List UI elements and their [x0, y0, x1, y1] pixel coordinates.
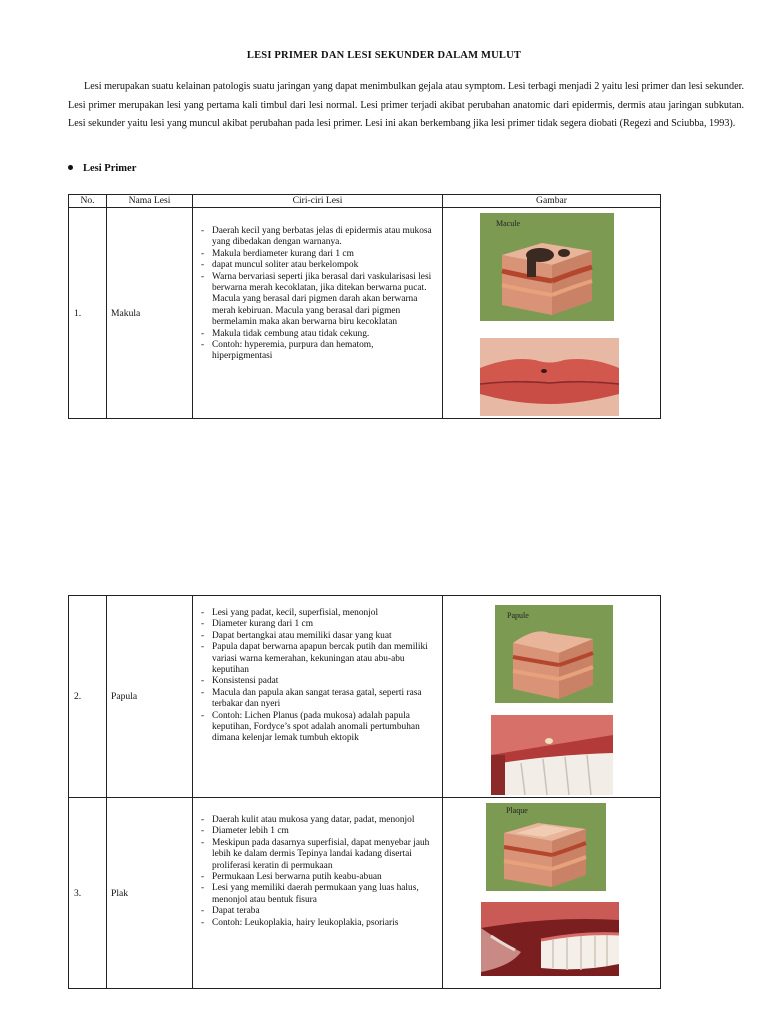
lesion-images	[443, 798, 661, 989]
table-row	[69, 798, 661, 989]
diagram-label: Macule	[496, 219, 520, 228]
feature-item: - dapat muncul soliter atau berkelompok	[199, 260, 436, 271]
feature-item: - Diameter kurang dari 1 cm	[199, 619, 436, 630]
section-title: Lesi Primer	[83, 163, 137, 174]
papule-mouth-photo	[491, 715, 613, 795]
feature-item: - Daerah kulit atau mukosa yang datar, padat, menonjol	[199, 815, 436, 826]
table-header-row	[69, 195, 661, 208]
lesion-name: Plak	[107, 798, 193, 989]
lesion-images	[443, 208, 661, 419]
feature-item: - Warna bervariasi seperti jika berasal dari vaskularisasi lesi berwarna merah kecoklatan, jika ditekan berwarna pucat. Macula yang berasal dari pigmen darah akan berwarna merah kebiruan. Macula yang berasal dari pigmen bermelamin maka akan berwarna biru kecoklatan	[199, 272, 436, 329]
lesion-features	[193, 208, 443, 419]
feature-item: - Meskipun pada dasarnya superfisial, dapat menyebar jauh lebih ke dalam dermis Tepinya landai kadang disertai proliferasi keratin di permukaan	[199, 838, 436, 872]
feature-item: - Konsistensi padat	[199, 676, 436, 687]
header-no: No.	[69, 195, 107, 208]
lesion-name: Papula	[107, 596, 193, 798]
header-nama: Nama Lesi	[107, 195, 193, 208]
feature-item: - Makula berdiameter kurang dari 1 cm	[199, 249, 436, 260]
intro-paragraph: Lesi merupakan suatu kelainan patologis suatu jaringan yang dapat menimbulkan gejala atau symptom. Lesi terbagi menjadi 2 yaitu lesi primer dan lesi sekunder. Lesi primer merupakan lesi yang pertama kali timbul dari lesi normal. Lesi primer terjadi akibat perubahan anatomic dari epidermis, dermis atau jaringan subkutan. Lesi sekunder yaitu lesi yang muncul akibat perubahan pada lesi primer. Lesi ini akan berkembang jika lesi primer tidak segera diobati (Regezi and Sciubba, 1993).	[68, 81, 744, 130]
header-gambar: Gambar	[443, 195, 661, 208]
feature-item: - Macula dan papula akan sangat terasa gatal, seperti rasa terbakar dan nyeri	[199, 688, 436, 711]
feature-item: - Contoh: hyperemia, purpura dan hematom, hiperpigmentasi	[199, 340, 436, 363]
macule-diagram	[480, 213, 614, 321]
bullet-icon	[68, 165, 73, 170]
feature-item: - Diameter lebih 1 cm	[199, 826, 436, 837]
lesi-table-part-2	[68, 595, 661, 989]
feature-item: - Contoh: Lichen Planus (pada mukosa) adalah papula keputihan, Fordyce’s spot adalah anomali pertumbuhan dimana kelenjar lemak tumbuh ektopik	[199, 711, 436, 745]
lesion-images	[443, 596, 661, 798]
header-ciri: Ciri-ciri Lesi	[193, 195, 443, 208]
row-number: 2.	[69, 596, 107, 798]
feature-item: - Permukaan Lesi berwarna putih keabu-abuan	[199, 872, 436, 883]
lesion-features	[193, 798, 443, 989]
macule-lip-photo	[480, 338, 619, 416]
table-row	[69, 596, 661, 798]
papule-diagram	[495, 605, 613, 703]
diagram-label: Plaque	[506, 806, 528, 815]
feature-item: - Papula dapat berwarna apapun bercak putih dan memiliki variasi warna kemerahan, kekuningan atau abu-abu keputihan	[199, 642, 436, 676]
feature-item: - Dapat teraba	[199, 906, 436, 917]
feature-item: - Daerah kecil yang berbatas jelas di epidermis atau mukosa yang dibedakan dengan warnanya.	[199, 226, 436, 249]
diagram-label: Papule	[507, 611, 529, 620]
feature-item: - Lesi yang memiliki daerah permukaan yang luas halus, menonjol atau bentuk fisura	[199, 883, 436, 906]
lesion-features	[193, 596, 443, 798]
feature-item: - Makula tidak cembung atau tidak cekung.	[199, 329, 436, 340]
section-heading	[68, 163, 136, 174]
feature-item: - Contoh: Leukoplakia, hairy leukoplakia, psoriaris	[199, 918, 436, 929]
row-number: 1.	[69, 208, 107, 419]
lesion-name: Makula	[107, 208, 193, 419]
feature-item: - Lesi yang padat, kecil, superfisial, menonjol	[199, 608, 436, 619]
lesi-table-part-1	[68, 194, 661, 419]
row-number: 3.	[69, 798, 107, 989]
feature-item: - Dapat bertangkai atau memiliki dasar yang kuat	[199, 631, 436, 642]
page-title: LESI PRIMER DAN LESI SEKUNDER DALAM MULUT	[246, 50, 522, 61]
table-row	[69, 208, 661, 419]
plaque-mouth-photo	[481, 902, 619, 976]
plaque-diagram	[486, 803, 606, 891]
